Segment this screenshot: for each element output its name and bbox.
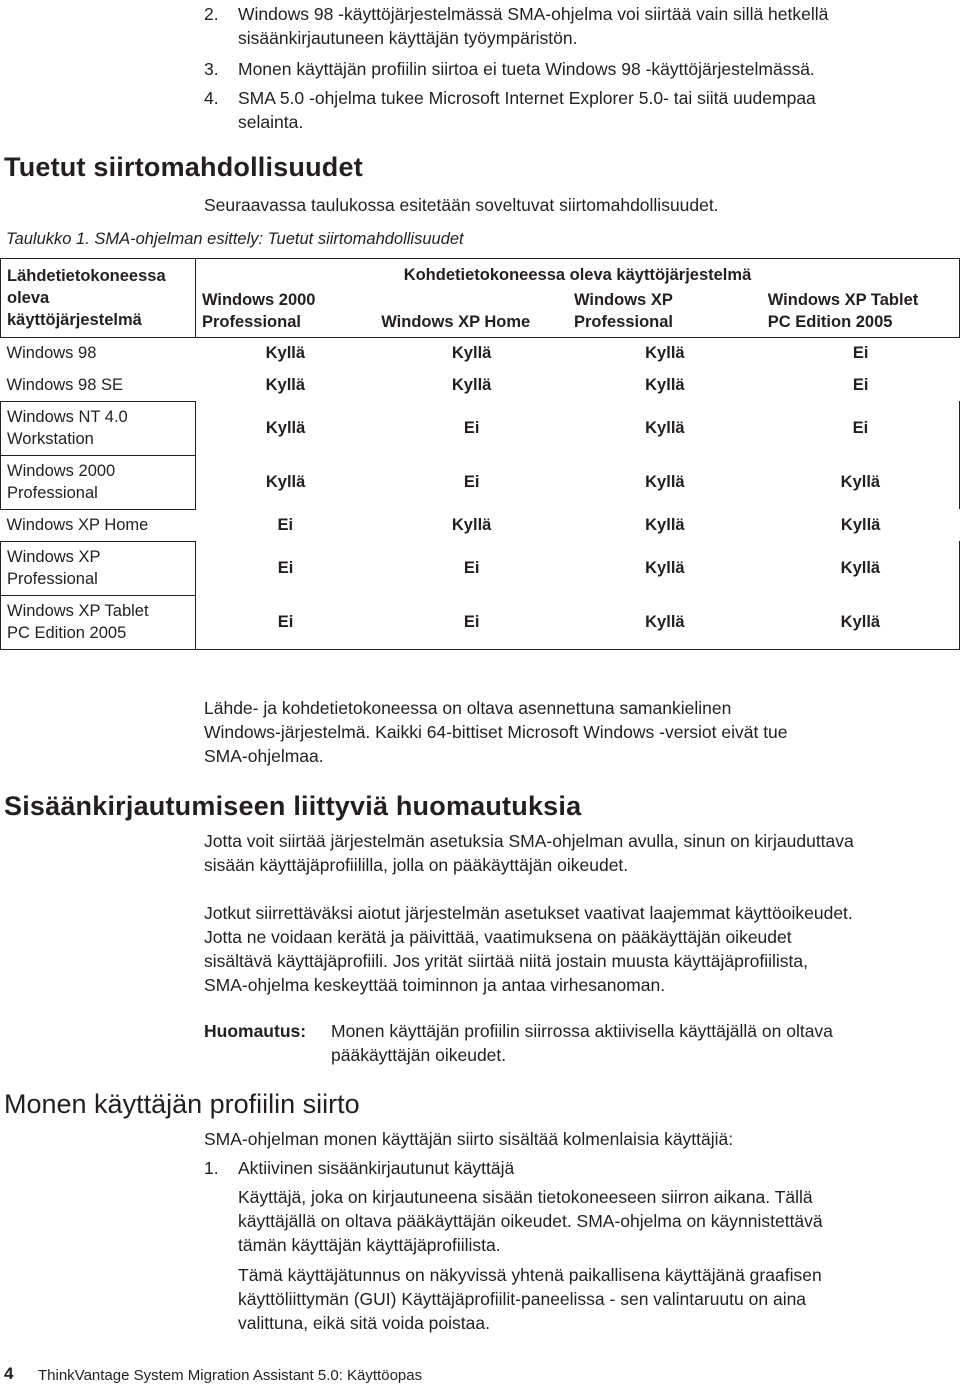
note-text: Monen käyttäjän profiilin siirrossa aktiivisella käyttäjällä on oltava pääkäyttäjän oikeudet.: [331, 1021, 833, 1065]
list-number: 3.: [204, 59, 219, 79]
table-cell: Kyllä: [762, 541, 960, 595]
table-cell: Kyllä: [645, 419, 685, 437]
table-cell: Kyllä: [265, 376, 306, 394]
list-item-title: Aktiivinen sisäänkirjautunut käyttäjä: [238, 1158, 515, 1178]
row-label: Windows 2000 Professional: [1, 455, 196, 509]
list-number: 2.: [204, 4, 219, 24]
list-item-text: Windows 98 -käyttöjärjestelmässä SMA-ohjelma voi siirtää vain sillä hetkellä sisäänkirjautuneen käyttäjän työympäristön.: [238, 4, 829, 48]
target-column-header: Windows XP Tablet PC Edition 2005: [762, 289, 960, 338]
table-cell: Kyllä: [645, 344, 685, 363]
page-number: 4: [4, 1364, 14, 1383]
table-row: [1, 595, 960, 649]
table-cell: Ei: [277, 559, 294, 577]
section-heading-supported: Tuetut siirtomahdollisuudet: [4, 152, 363, 182]
table-cell: Ei: [195, 595, 375, 649]
table-cell: Ei: [463, 419, 480, 437]
target-column-header: Windows XP Home: [375, 289, 568, 338]
language-requirement-paragraph: Lähde- ja kohdetietokoneessa on oltava asennettuna samankielinen Windows-järjestelmä. Kaikki 64-bittiset Microsoft Windows -versiot eivät tue SMA-ohjelmaa.: [204, 698, 788, 766]
table-cell: Ei: [852, 376, 869, 394]
table-cell: Kyllä: [568, 595, 762, 649]
target-os-group-header: Kohdetietokoneessa oleva käyttöjärjestelmä: [195, 259, 959, 289]
table-cell: Kyllä: [645, 559, 685, 577]
active-user-paragraph-2: Tämä käyttäjätunnus on näkyvissä yhtenä paikallisena käyttäjänä graafisen käyttöliittymän (GUI) Käyttäjäprofiilit-paneelissa - sen valintaruutu on aina valittuna, eikä sitä voida poistaa.: [238, 1265, 822, 1333]
table-cell: Kyllä: [265, 473, 306, 491]
table-cell: Ei: [762, 401, 960, 455]
target-column-header: Windows 2000 Professional: [195, 289, 375, 338]
table-cell: Ei: [375, 595, 568, 649]
table-caption: Taulukko 1. SMA-ohjelman esittely: Tuetut siirtomahdollisuudet: [6, 230, 464, 248]
table-cell: Kyllä: [840, 516, 881, 534]
table-row: [1, 369, 960, 401]
row-label: Windows 98 SE: [6, 375, 123, 394]
table-cell: Kyllä: [451, 344, 492, 363]
table-cell: Kyllä: [265, 419, 306, 437]
row-label: Windows XP Home: [6, 516, 149, 534]
row-label: Windows NT 4.0 Workstation: [1, 401, 196, 455]
list-item-text: Monen käyttäjän profiilin siirtoa ei tueta Windows 98 -käyttöjärjestelmässä.: [238, 59, 815, 79]
login-paragraph-1: Jotta voit siirtää järjestelmän asetuksia SMA-ohjelman avulla, sinun on kirjauduttava sisään käyttäjäprofiililla, jolla on pääkäyttäjän oikeudet.: [204, 831, 854, 875]
table-cell: Kyllä: [265, 344, 306, 363]
table-cell: Ei: [463, 473, 480, 491]
migration-support-table: [0, 258, 960, 650]
table-row: [1, 509, 960, 541]
multi-user-intro: SMA-ohjelman monen käyttäjän siirto sisältää kolmenlaisia käyttäjiä:: [204, 1129, 734, 1149]
list-number: 1.: [204, 1158, 219, 1178]
row-label: Windows XP Tablet PC Edition 2005: [1, 595, 196, 649]
table-row: [1, 337, 960, 369]
table-cell: Kyllä: [645, 376, 685, 394]
footer-document-title: ThinkVantage System Migration Assistant 5.0: Käyttöopas: [38, 1367, 423, 1384]
table-cell: Kyllä: [762, 455, 960, 509]
table-row: [1, 455, 960, 509]
active-user-paragraph-1: Käyttäjä, joka on kirjautuneena sisään tietokoneeseen siirron aikana. Tällä käyttäjällä on oltava pääkäyttäjän oikeudet. SMA-ohjelma on käynnistettävä tämän käyttäjän käyttäjäprofiilista.: [238, 1187, 823, 1255]
list-number: 4.: [204, 88, 219, 108]
table-row: [1, 401, 960, 455]
table-cell: Kyllä: [645, 516, 685, 534]
table-cell: Kyllä: [645, 473, 685, 491]
table-cell: Ei: [277, 516, 294, 534]
row-label: Windows XP Professional: [1, 541, 196, 595]
login-paragraph-2: Jotkut siirrettäväksi aiotut järjestelmän asetukset vaativat laajemmat käyttöoikeudet. Jotta ne voidaan kerätä ja päivittää, vaatimuksena on pääkäyttäjän oikeudet sisältävä käyttäjäprofiili. Jos yrität siirtää niitä jostain muusta käyttäjäprofiilista, SMA-ohjelma keskeyttää toiminnon ja antaa virhesanoman.: [204, 903, 853, 995]
source-os-header: Lähdetietokoneessa oleva käyttöjärjestelmä: [1, 259, 196, 338]
table-cell: Kyllä: [762, 595, 960, 649]
table-row: [1, 541, 960, 595]
table-cell: Kyllä: [451, 516, 492, 534]
table-cell: Kyllä: [451, 376, 492, 394]
list-item-text: SMA 5.0 -ohjelma tukee Microsoft Internet Explorer 5.0- tai siitä uudempaa selainta.: [238, 88, 816, 132]
section-heading-multi-user: Monen käyttäjän profiilin siirto: [4, 1089, 360, 1119]
section-intro-supported: Seuraavassa taulukossa esitetään soveltuvat siirtomahdollisuudet.: [204, 195, 719, 215]
row-label: Windows 98: [6, 344, 97, 363]
table-cell: Ei: [463, 559, 480, 577]
note-label: Huomautus:: [204, 1021, 307, 1041]
section-heading-login: Sisäänkirjautumiseen liittyviä huomautuksia: [4, 791, 582, 821]
table-cell: Ei: [852, 344, 869, 363]
target-column-header: Windows XP Professional: [568, 289, 762, 338]
